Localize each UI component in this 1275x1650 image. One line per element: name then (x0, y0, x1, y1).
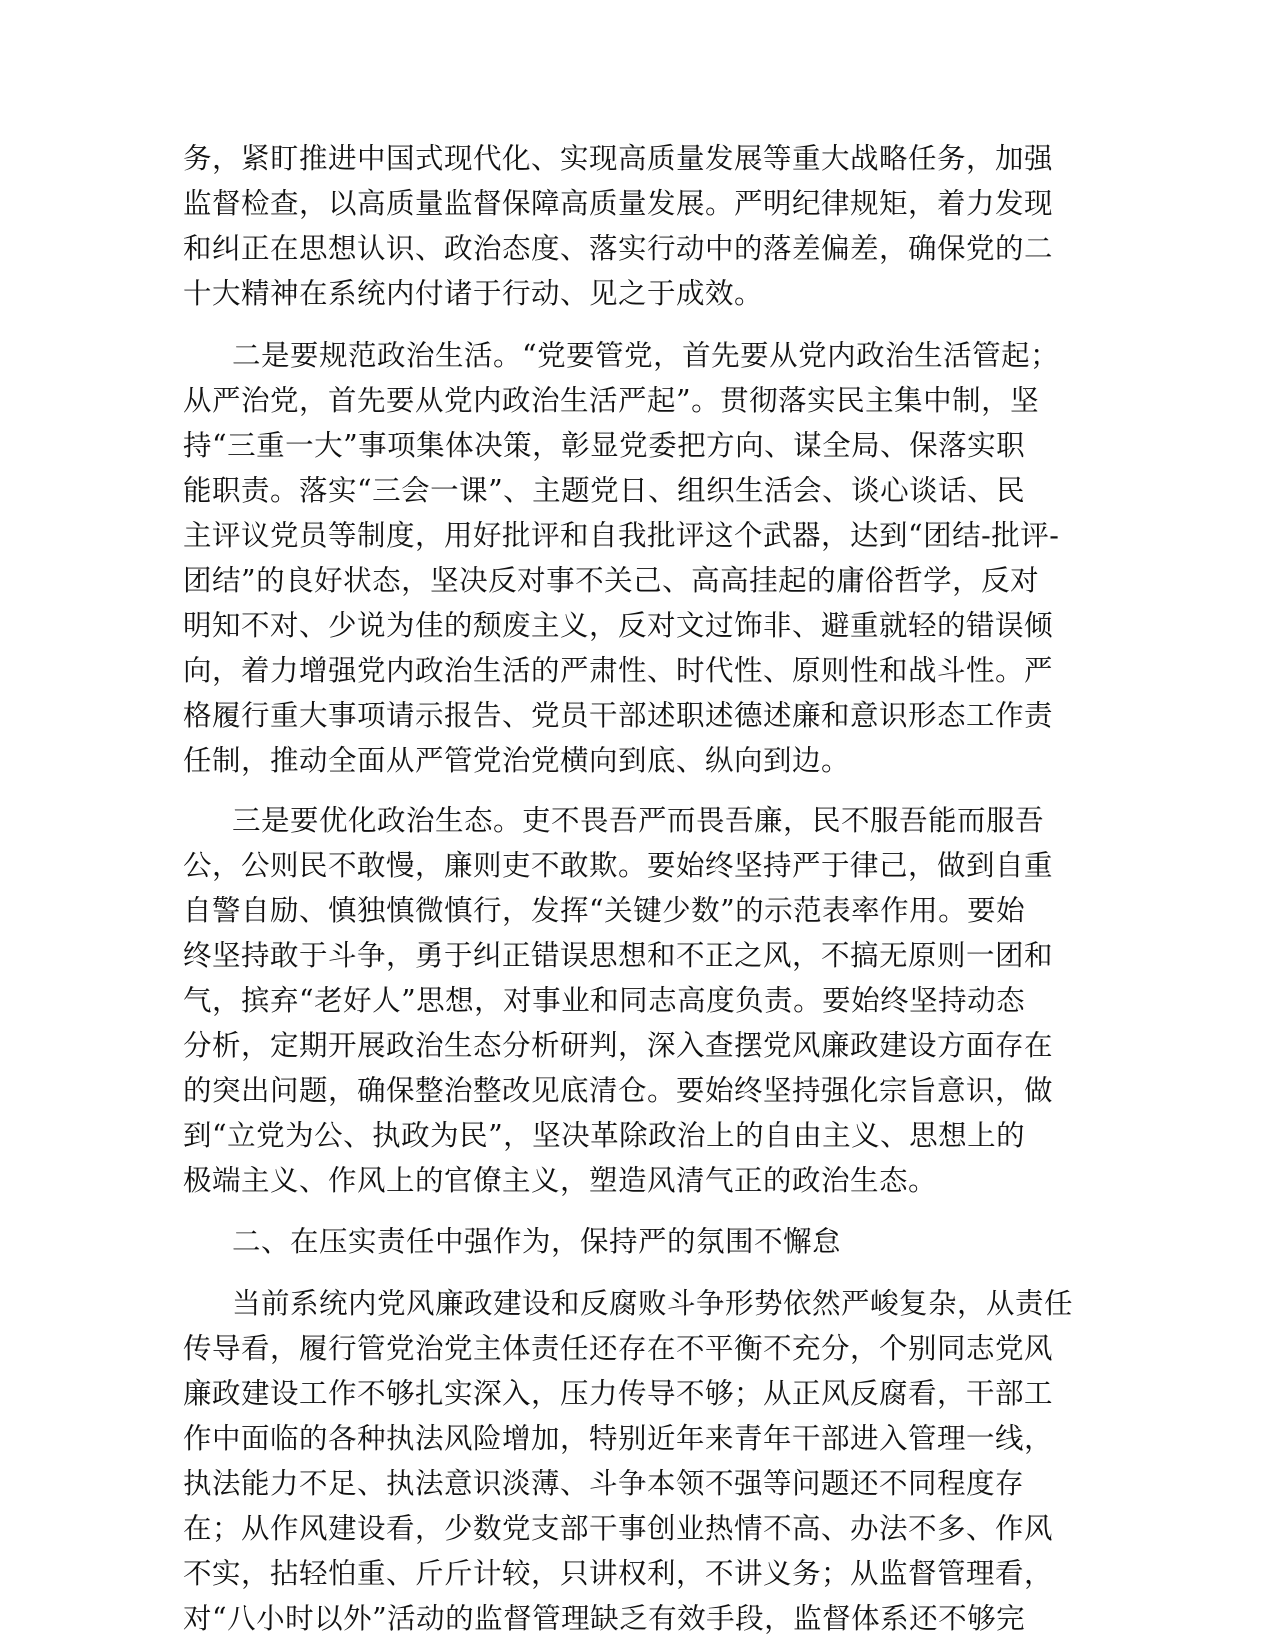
text-line: 二是要规范政治生活。“党要管党，首先要从党内政治生活管起； (232, 339, 1060, 372)
text-line: 三是要优化政治生态。吏不畏吾严而畏吾廉，民不服吾能而服吾 (232, 804, 1045, 837)
text-line: 不实，拈轻怕重、斤斤计较，只讲权利，不讲义务；从监督管理看， (183, 1557, 1054, 1590)
text-line: 十大精神在系统内付诸于行动、见之于成效。 (183, 277, 764, 310)
text-line: 任制，推动全面从严管党治党横向到底、纵向到边。 (183, 744, 851, 777)
text-line: 极端主义、作风上的官僚主义，塑造风清气正的政治生态。 (183, 1164, 938, 1197)
text-line: 主评议党员等制度，用好批评和自我批评这个武器，达到“团结-批评- (183, 519, 1060, 552)
text-line: 终坚持敢于斗争，勇于纠正错误思想和不正之风，不搞无原则一团和 (183, 939, 1054, 972)
text-line: 自警自励、慎独慎微慎行，发挥“关键少数”的示范表率作用。要始 (183, 894, 1026, 927)
text-line: 公，公则民不敢慢，廉则吏不敢欺。要始终坚持严于律己，做到自重 (183, 849, 1054, 882)
section-heading: 二、在压实责任中强作为，保持严的氛围不懈怠 (232, 1225, 842, 1258)
text-line: 明知不对、少说为佳的颓废主义，反对文过饰非、避重就轻的错误倾 (183, 609, 1054, 642)
text-line: 能职责。落实“三会一课”、主题党日、组织生活会、谈心谈话、民 (183, 474, 1026, 507)
text-line: 到“立党为公、执政为民”，坚决革除政治上的自由主义、思想上的 (183, 1119, 1026, 1152)
text-line: 务，紧盯推进中国式现代化、实现高质量发展等重大战略任务，加强 (183, 142, 1054, 175)
text-line: 当前系统内党风廉政建设和反腐败斗争形势依然严峻复杂，从责任 (232, 1287, 1074, 1320)
text-line: 对“八小时以外”活动的监督管理缺乏有效手段，监督体系还不够完 (183, 1602, 1026, 1635)
text-line: 向，着力增强党内政治生活的严肃性、时代性、原则性和战斗性。严 (183, 654, 1054, 687)
text-line: 监督检查，以高质量监督保障高质量发展。严明纪律规矩，着力发现 (183, 187, 1054, 220)
text-line: 分析，定期开展政治生态分析研判，深入查摆党风廉政建设方面存在 (183, 1029, 1054, 1062)
text-line: 团结”的良好状态，坚决反对事不关己、高高挂起的庸俗哲学，反对 (183, 564, 1040, 597)
text-line: 从严治党，首先要从党内政治生活严起”。贯彻落实民主集中制，坚 (183, 384, 1040, 417)
text-line: 作中面临的各种执法风险增加，特别近年来青年干部进入管理一线， (183, 1422, 1054, 1455)
text-line: 持“三重一大”事项集体决策，彰显党委把方向、谋全局、保落实职 (183, 429, 1026, 462)
text-line: 和纠正在思想认识、政治态度、落实行动中的落差偏差，确保党的二 (183, 232, 1054, 265)
text-line: 气，摈弃“老好人”思想，对事业和同志高度负责。要始终坚持动态 (183, 984, 1026, 1017)
text-line: 廉政建设工作不够扎实深入，压力传导不够；从正风反腐看，干部工 (183, 1377, 1054, 1410)
text-line: 的突出问题，确保整治整改见底清仓。要始终坚持强化宗旨意识，做 (183, 1074, 1054, 1107)
text-line: 格履行重大事项请示报告、党员干部述职述德述廉和意识形态工作责 (183, 699, 1054, 732)
text-line: 传导看，履行管党治党主体责任还存在不平衡不充分，个别同志党风 (183, 1332, 1054, 1365)
text-line: 执法能力不足、执法意识淡薄、斗争本领不强等问题还不同程度存 (183, 1467, 1025, 1500)
text-line: 在；从作风建设看，少数党支部干事创业热情不高、办法不多、作风 (183, 1512, 1054, 1545)
